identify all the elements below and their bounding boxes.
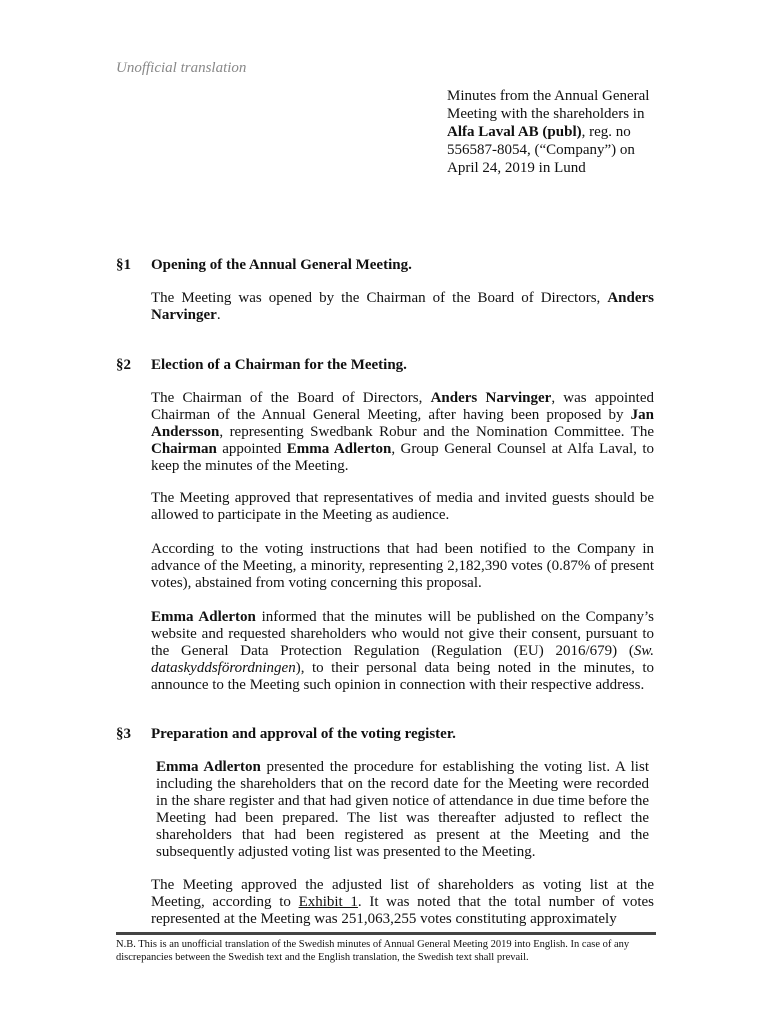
section-number: §3 — [116, 726, 131, 742]
footnote: N.B. This is an unofficial translation of the Swedish minutes of Annual General Meeting 2019 into English. In case of any discrepancies between the Swedish text and the English translation, the Swedish text shall prevail. — [116, 939, 630, 963]
paragraph-text: The Meeting approved the adjusted list of shareholders as voting list at the Meeting, according to — [151, 877, 654, 910]
section-title: Election of a Chairman for the Meeting. — [151, 357, 407, 373]
person-name: Emma Adlerton — [151, 609, 256, 625]
paragraph-text: informed that the minutes will be published on the Company’s website and requested shareholders who would not give their consent, pursuant to the General Data Protection Regulation (Regulation (EU) 2016/679) ( — [151, 609, 655, 659]
section-2-paragraph-2: The Meeting approved that representatives of media and invited guests should be allowed to participate in the Meeting as audience. — [151, 490, 654, 523]
paragraph-text: The Chairman of the Board of Directors, — [151, 390, 431, 406]
section-2-paragraph-4 — [151, 609, 654, 694]
person-name: Jan Andersson — [151, 407, 654, 440]
exhibit-link[interactable]: Exhibit 1 — [298, 894, 358, 910]
section-number: §1 — [116, 257, 131, 273]
company-name: Alfa Laval AB (publ) — [447, 124, 582, 140]
section-1-paragraph — [151, 290, 654, 324]
section-2-paragraph-3: According to the voting instructions that had been notified to the Company in advance of the Meeting, a minority, representing 2,182,390 votes (0.87% of present votes), abstained from voting concerning this proposal. — [151, 541, 654, 591]
section-1-heading — [116, 257, 412, 274]
paragraph-text: presented the procedure for establishing the voting list. A list including the shareholders that on the record date for the Meeting were recorded in the share register and that had given notice of attendance in due time before the Meeting had been prepared. The list was thereafter adjusted to reflect the shareholders that had been registered as present at the Meeting and the subsequently adjusted voting list was presented to the Meeting. — [156, 759, 649, 860]
minutes-header — [447, 87, 657, 177]
section-title: Preparation and approval of the voting register. — [151, 726, 456, 742]
person-name: Anders Narvinger — [151, 290, 654, 323]
minutes-header-details: , reg. no 556587-8054, (“Company”) on April 24, 2019 in Lund — [447, 124, 635, 176]
person-name: Emma Adlerton — [156, 759, 261, 775]
section-3-paragraph-1 — [156, 759, 649, 861]
paragraph-text: appointed — [216, 441, 287, 457]
swedish-term: Sw. dataskyddsförordningen — [151, 643, 654, 676]
unofficial-translation-label: Unofficial translation — [116, 60, 247, 76]
paragraph-text: The Meeting was opened by the Chairman of the Board of Directors, — [151, 290, 608, 306]
person-name: Anders Narvinger — [430, 390, 552, 406]
paragraph-text: ), to their personal data being noted in the minutes, to announce to the Meeting such opinion in connection with their respective address. — [151, 660, 654, 693]
person-name: Emma Adlerton — [286, 441, 392, 457]
paragraph-text: . — [216, 307, 221, 323]
section-2-heading — [116, 357, 407, 374]
paragraph-text: . It was noted that the total number of votes represented at the Meeting was 251,063,255 votes constituting approximately — [151, 894, 654, 927]
minutes-header-text: Minutes from the Annual General Meeting with the shareholders in — [447, 88, 650, 122]
paragraph-text: , representing Swedbank Robur and the Nomination Committee. The — [219, 424, 654, 440]
section-title: Opening of the Annual General Meeting. — [151, 257, 412, 273]
role-name: Chairman — [151, 441, 217, 457]
section-3-paragraph-2 — [151, 877, 654, 928]
paragraph-text: , Group General Counsel at Alfa Laval, to keep the minutes of the Meeting. — [151, 441, 654, 474]
section-2-paragraph-1 — [151, 390, 654, 475]
section-3-heading — [116, 726, 456, 743]
section-number: §2 — [116, 357, 131, 373]
footnote-divider — [116, 932, 656, 935]
paragraph-text: , was appointed Chairman of the Annual General Meeting, after having been proposed by — [151, 390, 654, 423]
